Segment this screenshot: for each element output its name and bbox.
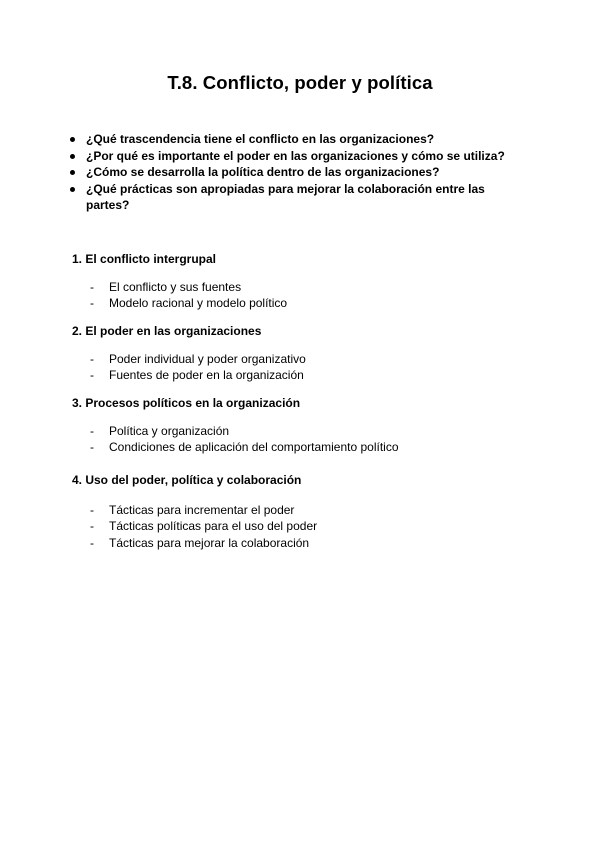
section-4-list <box>90 502 317 551</box>
question-text: ¿Por qué es importante el poder en las organizaciones y cómo se utiliza? <box>86 148 505 163</box>
list-item <box>90 518 317 534</box>
list-item <box>90 439 399 455</box>
bullet-icon <box>70 187 75 192</box>
list-item <box>90 367 306 383</box>
section-heading-4: 4. Uso del poder, política y colaboración <box>72 473 302 487</box>
section-heading-3: 3. Procesos políticos en la organización <box>72 396 301 410</box>
list-item-text: Política y organización <box>109 424 230 438</box>
question-text: ¿Qué prácticas son apropiadas para mejorar la colaboración entre las partes? <box>86 181 485 212</box>
section-2-list <box>90 351 306 384</box>
list-item <box>90 502 317 518</box>
list-item-text: Tácticas para incrementar el poder <box>109 503 295 517</box>
dash-icon: - <box>90 352 94 366</box>
dash-icon: - <box>90 519 94 534</box>
dash-icon: - <box>90 296 94 311</box>
list-item-text: Modelo racional y modelo político <box>109 296 288 311</box>
question-item <box>68 181 528 214</box>
list-item <box>90 279 287 295</box>
dash-icon: - <box>90 368 94 383</box>
question-item <box>68 164 528 181</box>
question-list <box>68 131 528 214</box>
section-heading-2: 2. El poder en las organizaciones <box>72 324 262 338</box>
list-item-text: Condiciones de aplicación del comportamiento político <box>109 440 399 455</box>
list-item <box>90 535 317 551</box>
question-text: ¿Cómo se desarrolla la política dentro de las organizaciones? <box>86 165 440 179</box>
list-item <box>90 351 306 367</box>
page-title: T.8. Conflicto, poder y política <box>167 72 433 93</box>
dash-icon: - <box>90 280 94 294</box>
list-item <box>90 423 399 439</box>
list-item-text: Fuentes de poder en la organización <box>109 368 304 383</box>
dash-icon: - <box>90 440 94 455</box>
dash-icon: - <box>90 503 94 517</box>
list-item-text: El conflicto y sus fuentes <box>109 280 242 294</box>
bullet-icon <box>70 154 75 159</box>
dash-icon: - <box>90 535 94 550</box>
section-1-list <box>90 279 287 312</box>
bullet-icon <box>70 170 75 175</box>
dash-icon: - <box>90 424 94 438</box>
list-item <box>90 295 287 311</box>
list-item-text: Poder individual y poder organizativo <box>109 352 306 366</box>
section-heading-1: 1. El conflicto intergrupal <box>72 252 217 266</box>
list-item-text: Tácticas políticas para el uso del poder <box>109 519 318 534</box>
question-item <box>68 148 528 165</box>
question-item <box>68 131 528 148</box>
section-3-list <box>90 423 399 456</box>
list-item-text: Tácticas para mejorar la colaboración <box>109 535 310 550</box>
question-text: ¿Qué trascendencia tiene el conflicto en las organizaciones? <box>86 132 435 146</box>
bullet-icon <box>70 137 75 142</box>
